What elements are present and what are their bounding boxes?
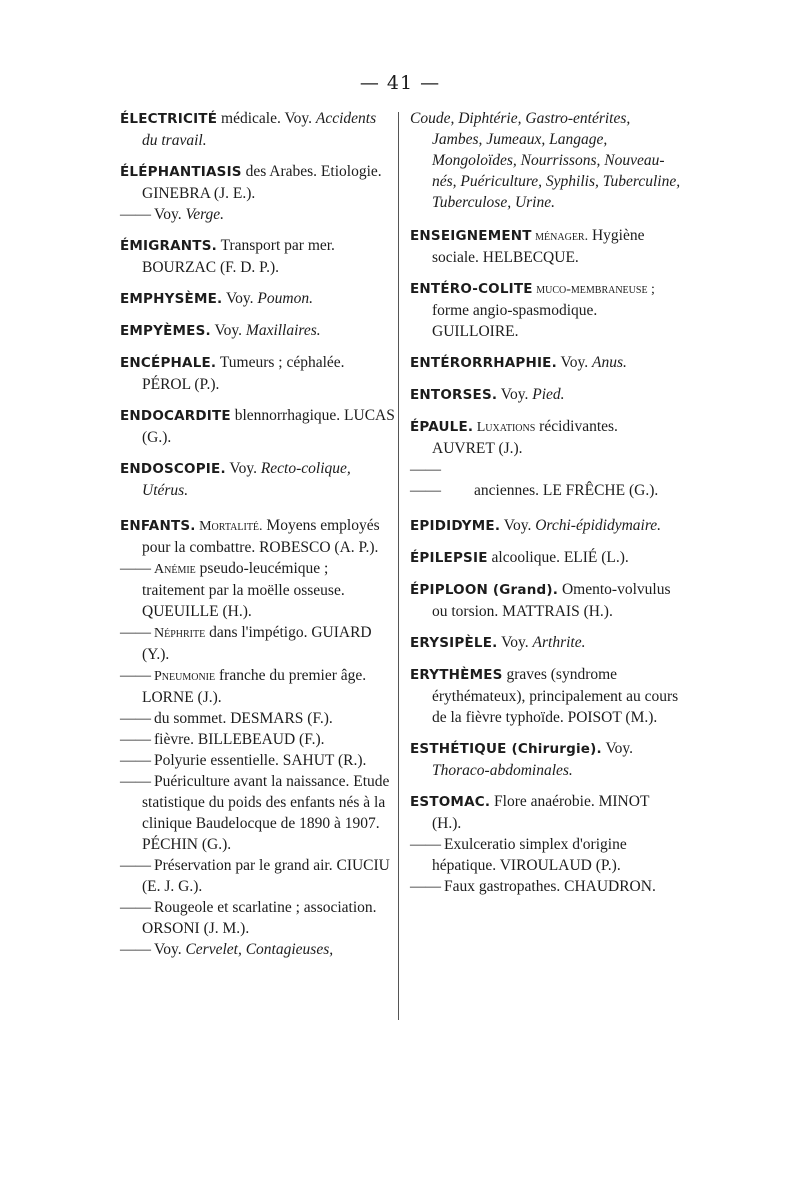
entry-reference: Recto-colique, Utérus. [142,460,351,499]
entry-heading: ENTÉRORRHAPHIE. [410,355,557,371]
entry-heading: ENDOCARDITE [120,408,231,424]
entry-text: Voy. [222,290,258,307]
entry-text: Voy. [210,322,246,339]
entry-text: Préservation par le grand air. CIUCIU (E. J. G.). [142,857,390,895]
entry-heading: ÉLECTRICITÉ [120,111,218,127]
entry-heading: ENCÉPHALE. [120,355,217,371]
entry-heading: ENDOSCOPIE. [120,461,226,477]
entry-subheading: muco-membraneuse ; [532,282,655,297]
repeat-dash: —— [120,941,151,958]
entry-heading: ÉMIGRANTS. [120,238,217,254]
index-entry [410,791,682,834]
entry-subheading: Mortalité. [195,519,263,534]
entry-text: Moyens employés pour la combattre. ROBESCO (A. P.). [142,517,380,556]
index-entry [120,458,395,501]
entry-heading: ESTOMAC. [410,794,491,810]
index-entry [120,161,395,204]
repeat-dash: —— [120,560,151,577]
index-entry [120,352,395,395]
entry-heading: ÉLÉPHANTIASIS [120,164,242,180]
entry-text: franche du premier âge. LORNE (J.). [142,667,367,706]
index-entry [410,225,682,268]
entry-reference: Poumon. [257,290,313,307]
index-entry [410,459,682,501]
index-entry [410,108,682,213]
index-entry [410,278,682,342]
entry-reference: Cervelet, Contagieuses, [185,941,334,958]
repeat-dash: —— [120,624,151,641]
repeat-dash: —— [120,667,151,684]
entry-heading: ESTHÉTIQUE (Chirurgie). [410,741,602,757]
left-column [120,108,395,960]
index-entry [410,664,682,728]
entry-subheading: Anémie [154,562,196,577]
entry-text: Voy. [497,386,533,403]
column-divider [398,112,399,1020]
entry-text: des Arabes. Etiologie. GINEBRA (J. E.). [142,163,382,202]
entry-text: Voy. [154,941,186,958]
entry-subheading: Néphrite [154,626,206,641]
repeat-dash: —— [120,731,151,748]
repeat-dash: —— [120,773,151,790]
entry-text: Rougeole et scarlatine ; association. ORSONI (J. M.). [142,899,377,937]
entry-heading: ÉPILEPSIE [410,550,488,566]
entry-text: Voy. [497,634,533,651]
entry-heading: ERYSIPÈLE. [410,635,498,651]
page-number: — 41 — [359,72,441,94]
index-entry [120,855,395,897]
index-entry [120,622,395,665]
repeat-dash: —— [410,836,441,853]
index-entry [120,665,395,708]
entry-reference: Arthrite. [532,634,586,651]
index-entry [120,320,395,342]
entry-text: Voy. [500,517,536,534]
entry-text: Tumeurs ; céphalée. PÉROL (P.). [142,354,345,393]
index-entry [410,579,682,622]
index-entry [120,405,395,448]
entry-heading: EMPYÈMES. [120,323,211,339]
entry-reference: Pied. [532,386,565,403]
index-entry [120,108,395,151]
entry-text: récidivantes. AUVRET (J.). [432,418,618,457]
entry-reference: Coude, Diphtérie, Gastro-entérites, Jambes, Jumeaux, Langage, Mongoloïdes, Nourrissons, Nouveau-nés, Puériculture, Syphilis, Tuberculine, Tuberculose, Urine. [410,110,681,211]
repeat-dash: —— [120,857,151,874]
index-entry [120,897,395,939]
entry-heading: ENFANTS. [120,518,196,534]
entry-subheading: Luxations [473,420,536,435]
entry-text: Voy. [154,206,186,223]
repeat-dash: —— [120,752,151,769]
entry-text: Hygiène sociale. HELBECQUE. [432,227,645,266]
entry-reference: Maxillaires. [245,322,321,339]
entry-text: Voy. [601,740,634,757]
entry-text: blennorrhagique. LUCAS (G.). [142,407,395,446]
index-entry [120,939,395,960]
repeat-dash: —— [120,206,151,223]
index-entry [410,834,682,876]
index-entry [410,876,682,897]
entry-heading: ERYTHÈMES [410,667,503,683]
entry-subheading: ménager. [531,229,589,244]
entry-text: fièvre. BILLEBEAUD (F.). [154,731,325,748]
index-entry [120,515,395,558]
index-entry [410,384,682,406]
index-entry [410,416,682,459]
entry-text: Voy. [556,354,592,371]
index-entry [120,288,395,310]
entry-text: dans l'impétigo. GUIARD (Y.). [142,624,372,663]
entry-text: Puériculture avant la naissance. Etude statistique du poids des enfants nés à la clinique Baudelocque de 1890 à 1907. PÉCHIN (G.). [142,773,390,853]
entry-heading: EMPHYSÈME. [120,291,223,307]
entry-text: alcoolique. ELIÉ (L.). [487,549,629,566]
entry-text: Omento-volvulus ou torsion. MATTRAIS (H.). [432,581,671,620]
repeat-dash: —— —— [410,461,441,499]
entry-heading: ENTÉRO-COLITE [410,281,533,297]
right-column [410,108,682,897]
index-entry [120,708,395,729]
entry-heading: ENSEIGNEMENT [410,228,532,244]
entry-heading: ÉPIPLOON (Grand). [410,582,559,598]
entry-text: Polyurie essentielle. SAHUT (R.). [154,752,367,769]
index-entry [410,515,682,537]
entry-reference: Verge. [185,206,225,223]
entry-text: Faux gastropathes. CHAUDRON. [444,878,656,895]
repeat-dash: —— [410,878,441,895]
entry-text: Voy. [225,460,261,477]
entry-text: médicale. Voy. [217,110,316,127]
entry-text: Flore anaérobie. MINOT (H.). [432,793,650,832]
entry-text: graves (syndrome érythémateux), principalement au cours de la fièvre typhoïde. POISOT (M.). [432,666,679,726]
entry-reference: Accidents du travail. [142,110,377,149]
entry-heading: ÉPAULE. [410,419,474,435]
entry-text: pseudo-leucémique ; traitement par la moëlle osseuse. QUEUILLE (H.). [142,560,345,620]
entry-text: anciennes. LE FRÊCHE (G.). [474,482,659,499]
index-entry [410,738,682,781]
entry-text: forme angio-spasmodique. GUILLOIRE. [432,302,598,340]
entry-subheading: Pneumonie [154,669,216,684]
index-entry [120,729,395,750]
entry-text: Transport par mer. BOURZAC (F. D. P.). [142,237,335,276]
index-entry [410,352,682,374]
index-entry [120,204,395,225]
index-entry [120,750,395,771]
entry-reference: Orchi-épididymaire. [535,517,662,534]
entry-text: du sommet. DESMARS (F.). [154,710,333,727]
index-entry [120,771,395,855]
entry-heading: ENTORSES. [410,387,498,403]
entry-heading: EPIDIDYME. [410,518,501,534]
repeat-dash: —— [120,899,151,916]
repeat-dash: —— [120,710,151,727]
entry-reference: Anus. [591,354,627,371]
entry-text: Exulceratio simplex d'origine hépatique. VIROULAUD (P.). [432,836,627,874]
index-entry [120,558,395,622]
index-entry [120,235,395,278]
entry-reference: Thoraco-abdominales. [432,762,573,779]
index-entry [410,632,682,654]
index-entry [410,547,682,569]
